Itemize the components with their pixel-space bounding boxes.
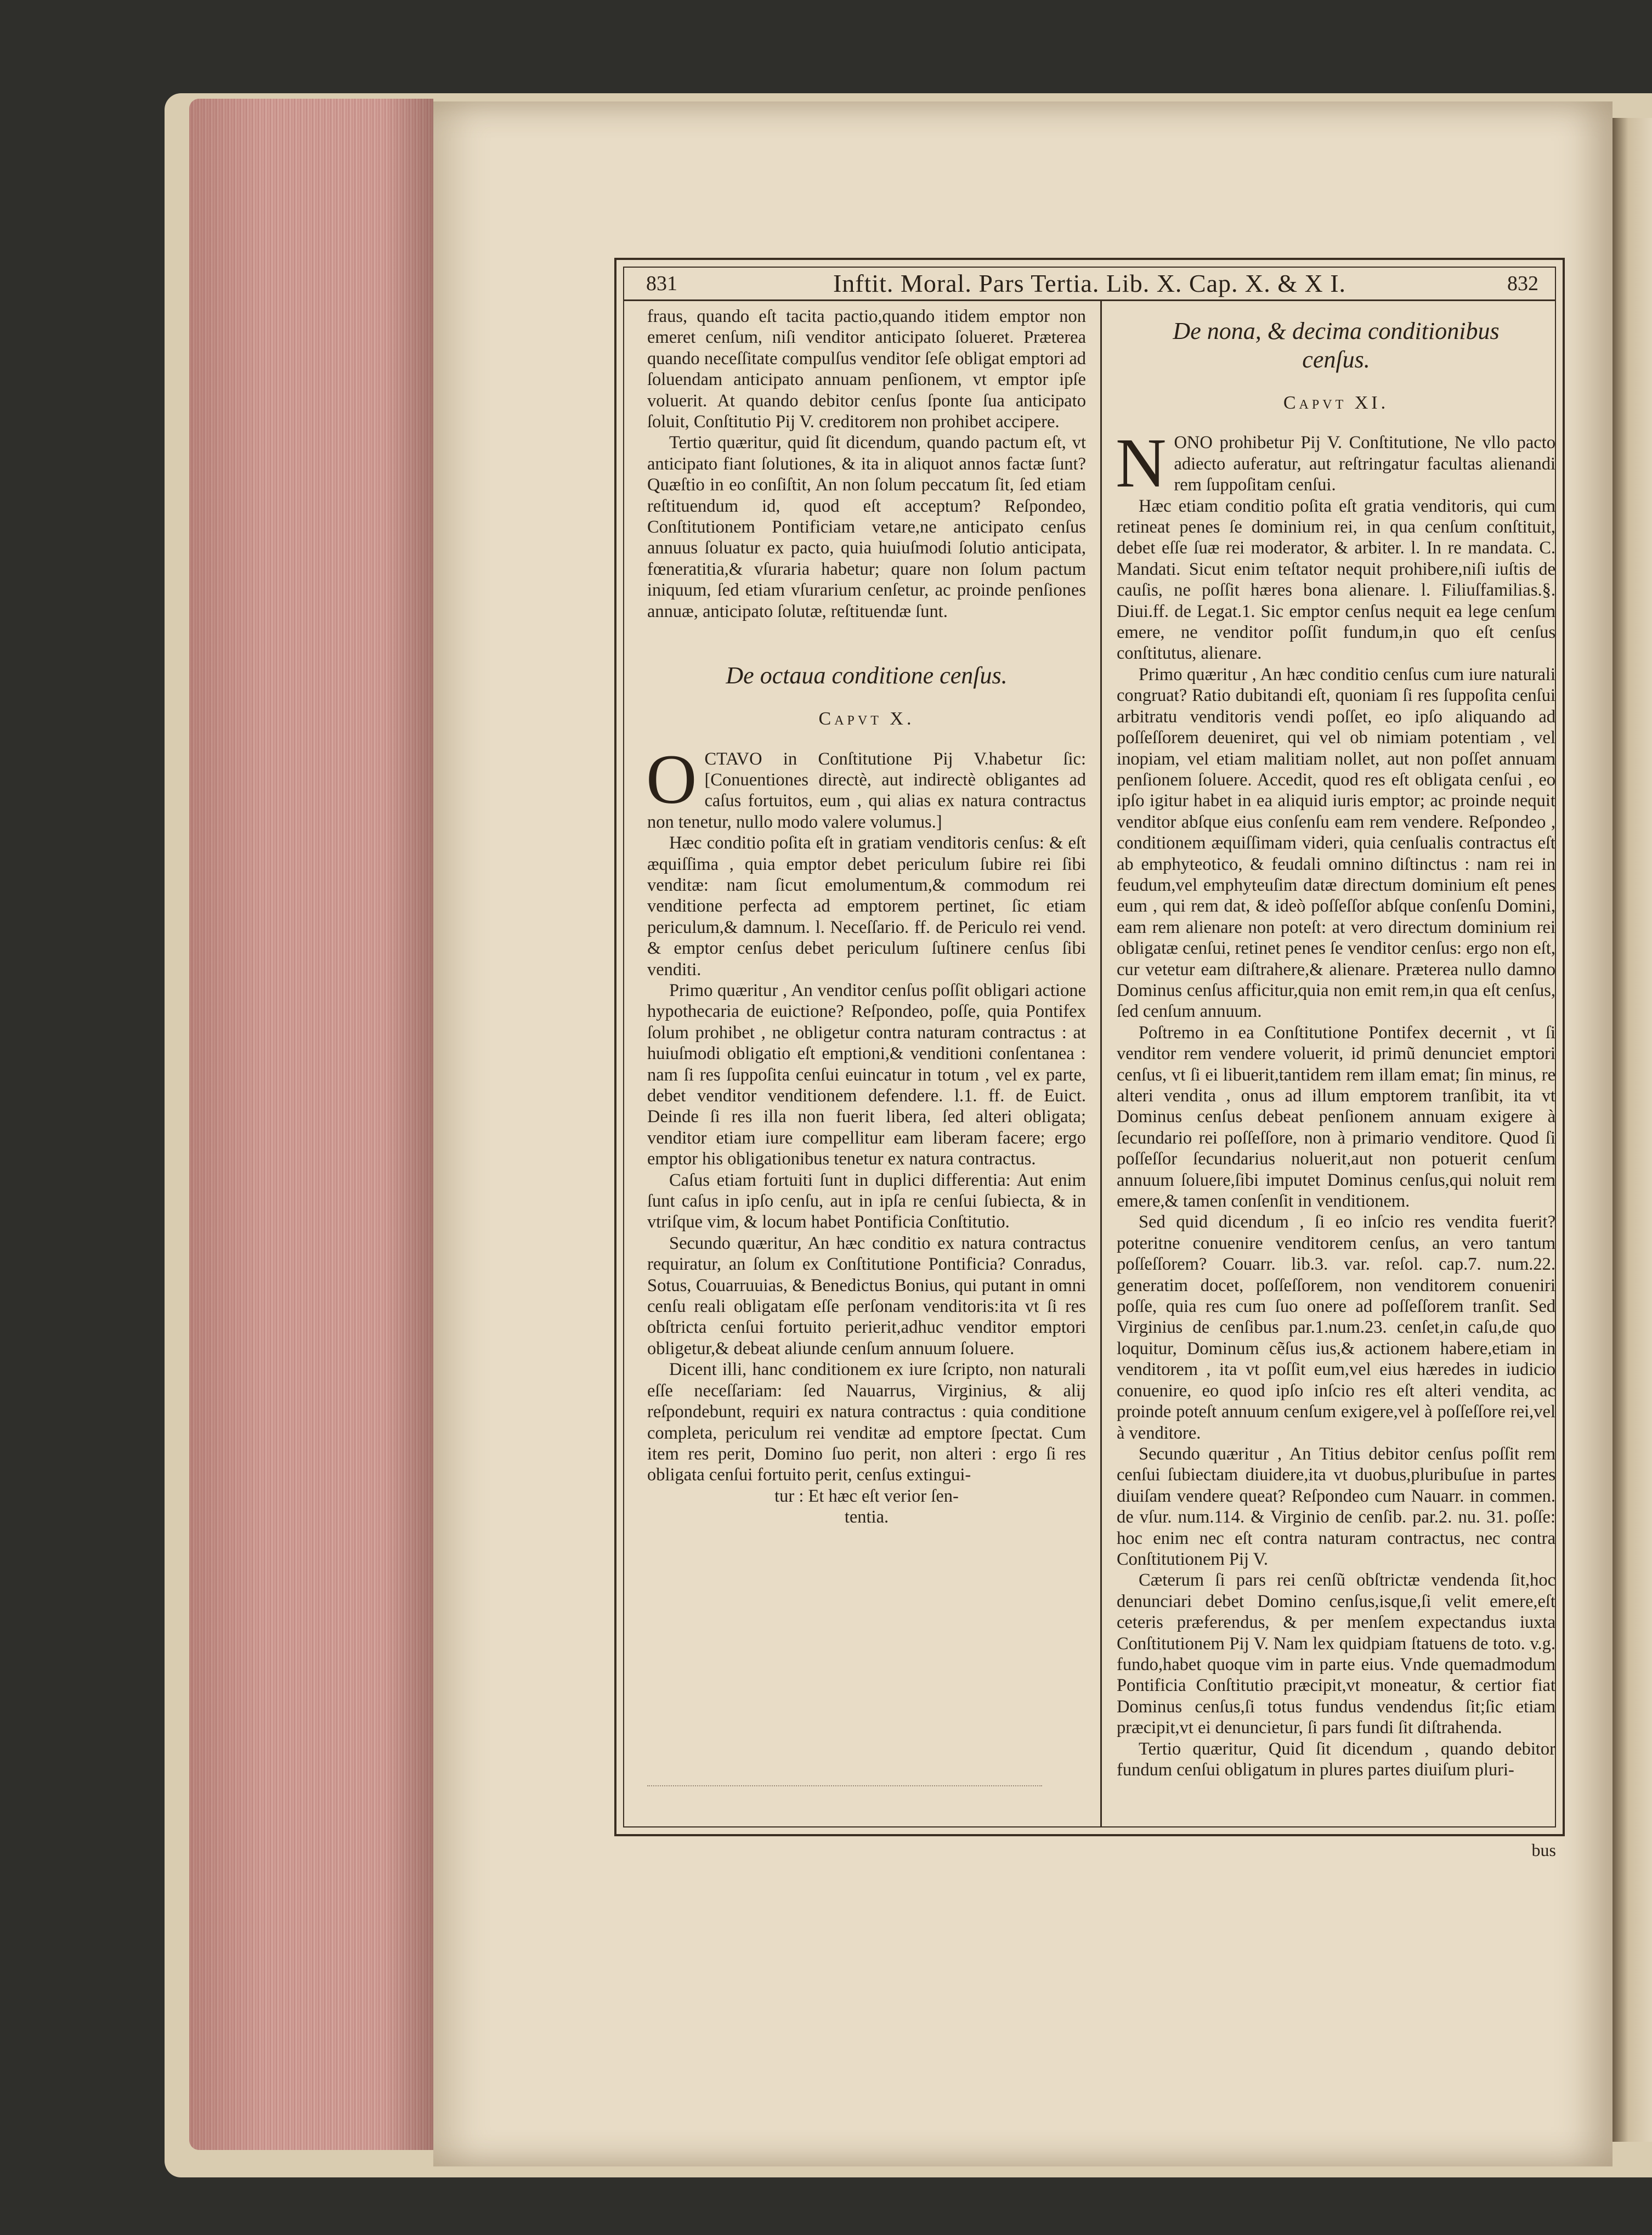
section-title-line: cenſus. [1302, 346, 1370, 373]
paragraph: Primo quæritur , An venditor cenſus poſſit obligari actione hypothecaria de euictione? Reſpondeo, poſſe, quia Pontifex ſolum prohibet , ne obligetur contra naturam contractus : at huiuſmodi obligatio eſt emptioni,& venditioni conſentanea : nam ſi res ſuppoſita cenſui euincatur in totum , vel ex parte, debet venditor venditionem defendere. l.1. ff. de Euict. Deinde ſi res illa non fuerit libera, ſed alteri obligata; venditor etiam iure compellitur eam liberam facere; ergo emptor his obligationibus tenetur ex natura contractus. [647, 980, 1086, 1169]
drop-capital: O [646, 740, 697, 818]
paragraph: fraus, quando eſt tacita pactio,quando itidem emptor non emeret cenſum, niſi venditor anticipato ſolueret. Præterea quando neceſſitate compulſus venditor ſeſe obligat emptori ad ſoluendam anticipato annuam penſionem, vt emptor ipſe voluerit. At quando debitor cenſus ſponte ſua anticipato ſoluit, Conſtitutio Pij V. creditorem non prohibet accipere. [647, 307, 1086, 432]
drop-capital: N [1116, 424, 1167, 502]
catchword: bus [1531, 1840, 1556, 1860]
paragraph: Secundo quæritur, An hæc conditio ex natura contractus requiratur, an ſolum ex Conſtitutione Pontificia? Conradus, Sotus, Couarruuias, & Benedictus Bonius, qui putant in omni cenſu reali obligatam eſſe perſonam venditoris:ita vt ſi res obſtricta cenſui fortuito perierit,adhuc venditor emptori obligetur,& debeat aliunde cenſum annuum ſoluere. [647, 1233, 1086, 1359]
facing-page-edge [1613, 118, 1652, 2142]
paragraph: Dicent illi, hanc conditionem ex iure ſcripto, non naturali eſſe neceſſariam: ſed Nauarrus, Virginius, & alij reſpondebunt, requiri ex natura contractus : quia conditione completa, periculum rei venditæ ad emptore ſpectat. Cum item res perit, Domino ſuo perit, non alteri : ergo ſi res obligata cenſui fortuito perit, cenſus extingui- [647, 1360, 1086, 1485]
left-column [647, 306, 1086, 1528]
inner-frame-rule [623, 267, 1556, 1827]
running-head [624, 268, 1555, 299]
section-title-line: De nona, & decima conditionibus [1173, 318, 1500, 344]
section-title [1117, 317, 1555, 374]
column-rule [1100, 299, 1102, 1826]
paragraph: Tertio quæritur, Quid ſit dicendum , quando debitor fundum cenſui obligatum in plures partes diuiſum pluri- [1117, 1739, 1555, 1780]
paragraph: Hæc conditio poſita eſt in gratiam venditoris cenſus: & eſt æquiſſima , quia emptor debet periculum ſubire rei ſibi venditæ: nam ſicut emolumentum,& commodum rei venditione perfecta ad emptorem pertinet, ſic etiam periculum,& damnum. l. Neceſſario. ff. de Periculo rei vend. & emptor cenſus debet periculum ſuſtinere cenſus ſibi venditi. [647, 833, 1086, 980]
paragraph: Poſtremo in ea Conſtitutione Pontifex decernit , vt ſi venditor rem vendere voluerit, id primũ denunciet emptori cenſus, vt ſi ei libuerit,tantidem rem illam emat; ſin minus, re alteri vendita , onus ad illum emptorem tranſibit, ita vt Dominus cenſus debeat penſionem annuam exigere à ſecundario rei poſſeſſore, non à primario venditore. Quod ſi poſſeſſor ſecundarius noluerit,aut non potuerit cenſum annuum ſoluere,ſibi imputet Dominus cenſus,qui noluit rem emere,& tamen conſenſit in venditionem. [1117, 1022, 1555, 1212]
header-rule [624, 299, 1555, 301]
paragraph: Cæterum ſi pars rei cenſũ obſtrictæ vendenda ſit,hoc denunciari debet Domino cenſus,isque,ſi velit emere,eſt ceteris præferendus, & per menſem expectandus iuxta Conſtitutionem Pij V. Nam lex quidpiam ſtatuens de toto. v.g. fundo,habet quoque vim in parte eius. Vnde quemadmodum Pontificia Conſtitutio præcipit,vt moneatur, & certior fiat Dominus cenſus,ſi totus fundus vendendus ſit;ſic etiam præcipit,vt ei denuncietur, ſi pars fundi ſit diſtrahenda. [1117, 1570, 1555, 1738]
page-edges [189, 99, 433, 2150]
text-frame [614, 258, 1565, 1860]
running-title: Inftit. Moral. Pars Tertia. Lib. X. Cap. X. & X I. [833, 269, 1347, 297]
paragraph: Hæc etiam conditio poſita eſt gratia venditoris, qui cum retineat penes ſe dominium rei, in qua cenſum conſtituit, debet eſſe ſuæ rei moderator, & arbiter. l. In re mandata. C. Mandati. Sicut enim teſtator nequit prohibere,niſi iuſtis de cauſis, ne poſſit hæres bona alienare. l. Filiuſfamilias.§. Diui.ff. de Legat.1. Sic emptor cenſus nequit ea lege cenſum emere, ne venditor poſſit fundum,in quo eſt cenſus conſtitutus, alienare. [1117, 496, 1555, 664]
chapter-heading: Capvt X. [818, 709, 915, 729]
right-column [1117, 306, 1555, 1780]
page-number-right: 832 [1507, 272, 1538, 295]
paragraph: CTAVO in Conſtitutione Pij V.habetur ſic:[Conuentiones directè, aut indirectè obligantes ad caſus fortuitos, eum , qui alias ex natura contractus non tenetur, nullo modo valere volumus.] [647, 749, 1086, 832]
tapered-line: tur : Et hæc eſt verior ſen- [774, 1486, 959, 1506]
paragraph: ONO prohibetur Pij V. Conſtitutione, Ne vllo pacto adiecto auferatur, aut reſtringatur facultas alienandi rem ſuppoſitam cenſui. [1174, 433, 1555, 495]
section-title: De octaua conditione cenſus. [726, 662, 1008, 689]
opening-paragraph [1116, 424, 1555, 502]
paragraph: Sed quid dicendum , ſi eo inſcio res vendita fuerit? poteritne conuenire venditorem cenſus, an vero tantum poſſeſſorem? Couarr. lib.3. var. reſol. cap.7. num.22. generatim docet, poſſeſſorem, non venditorem conueniri poſſe, quia res cum ſuo onere ad poſſeſſorem tranſit. Sed Virginius de cenſibus par.1.num.23. cenſet,in caſu,de quo loquitur, Dominum cẽſus ius,& actionem habere,etiam in venditorem , ita vt poſſit eum,vel eius hæredes in iudicio conuenire, eo quod ipſo inſcio res eſt alteri vendita, ac proinde poteſt annuum cenſum exigere,vel à poſſeſſore rei,vel à venditore. [1117, 1212, 1555, 1443]
offset-print-smudge [647, 1785, 1042, 1792]
paragraph: Secundo quæritur , An Titius debitor cenſus poſſit rem cenſui ſubiectam diuidere,ita vt duobus,pluribuſue in partes diuiſam vendere queat? Reſpondeo cum Nauarr. in commen. de vſur. num.114. & Virginio de cenſib. par.2. nu. 31. poſſe: hoc enim nec eſt contra naturam contractus, nec contra Conſtitutionem Pij V. [1117, 1444, 1555, 1569]
page-number-left: 831 [646, 272, 677, 295]
paragraph: Primo quæritur , An hæc conditio cenſus cum iure naturali congruat? Ratio dubitandi eſt, quoniam ſi res ſuppoſita cenſui arbitratu venditoris vendi poſſet, eo ipſo aliquando ad poſſeſſorem deueniret, qui vel ob nimiam potentiam , vel inopiam, vel etiam malitiam nollet, aut non poſſet annuam penſionem ſoluere. Accedit, quod res eſt obligata cenſui , eo ipſo igitur habet in ea aliquid iuris emptor; ac proinde nequit venditor abſque eius conſenſu eam rem vendere. Reſpondeo , conditionem æquiſſimam videri, quia cenſualis contractus eſt ab emphyteotico, & feudali omnino diſtinctus : nam rei in feudum,vel emphyteuſim datæ directum dominium eſt penes eum , qui rem dat, & ideò poſſeſſor abſque conſenſu Domini, eam rem alienare non poteſt: at vero directum dominium rei obligatæ cenſui, retinet penes ſe venditor cenſus: ergo non eſt, cur vetetur eam diſtrahere,& alienare. Præterea nullo damno Dominus cenſus afficitur,quia non emit rem,in qua eſt cenſus, ſed cenſum annuum. [1117, 664, 1555, 1022]
tapered-line: tentia. [844, 1507, 889, 1527]
paragraph: Tertio quæritur, quid ſit dicendum, quando pactum eſt, vt anticipato fiant ſolutiones, & ita in aliquot annos factæ ſunt? Quæſtio in eo conſiſtit, An non ſolum peccatum ſit, ſed etiam reſtituendum id, quod eſt acceptum? Reſpondeo, Conſtitutionem Pontificiam vetare,ne anticipato cenſus annuus ſoluatur ex pacto, quia huiuſmodi ſolutio anticipata, fœneratitia,& vſuraria habetur; quare non ſolum pactum iniquum, ſed etiam vſurarium cenſetur, ac proinde penſiones annuæ, anticipato ſolutæ, reſtituendæ ſunt. [647, 433, 1086, 621]
opening-paragraph [646, 740, 1086, 833]
paragraph: Caſus etiam fortuiti ſunt in duplici differentia: Aut enim ſunt caſus in ipſo cenſu, aut in ipſa re cenſui ſubiecta, & in vtriſque vim, & locum habet Pontificia Conſtitutio. [647, 1170, 1086, 1232]
chapter-heading: Capvt XI. [1283, 393, 1389, 413]
